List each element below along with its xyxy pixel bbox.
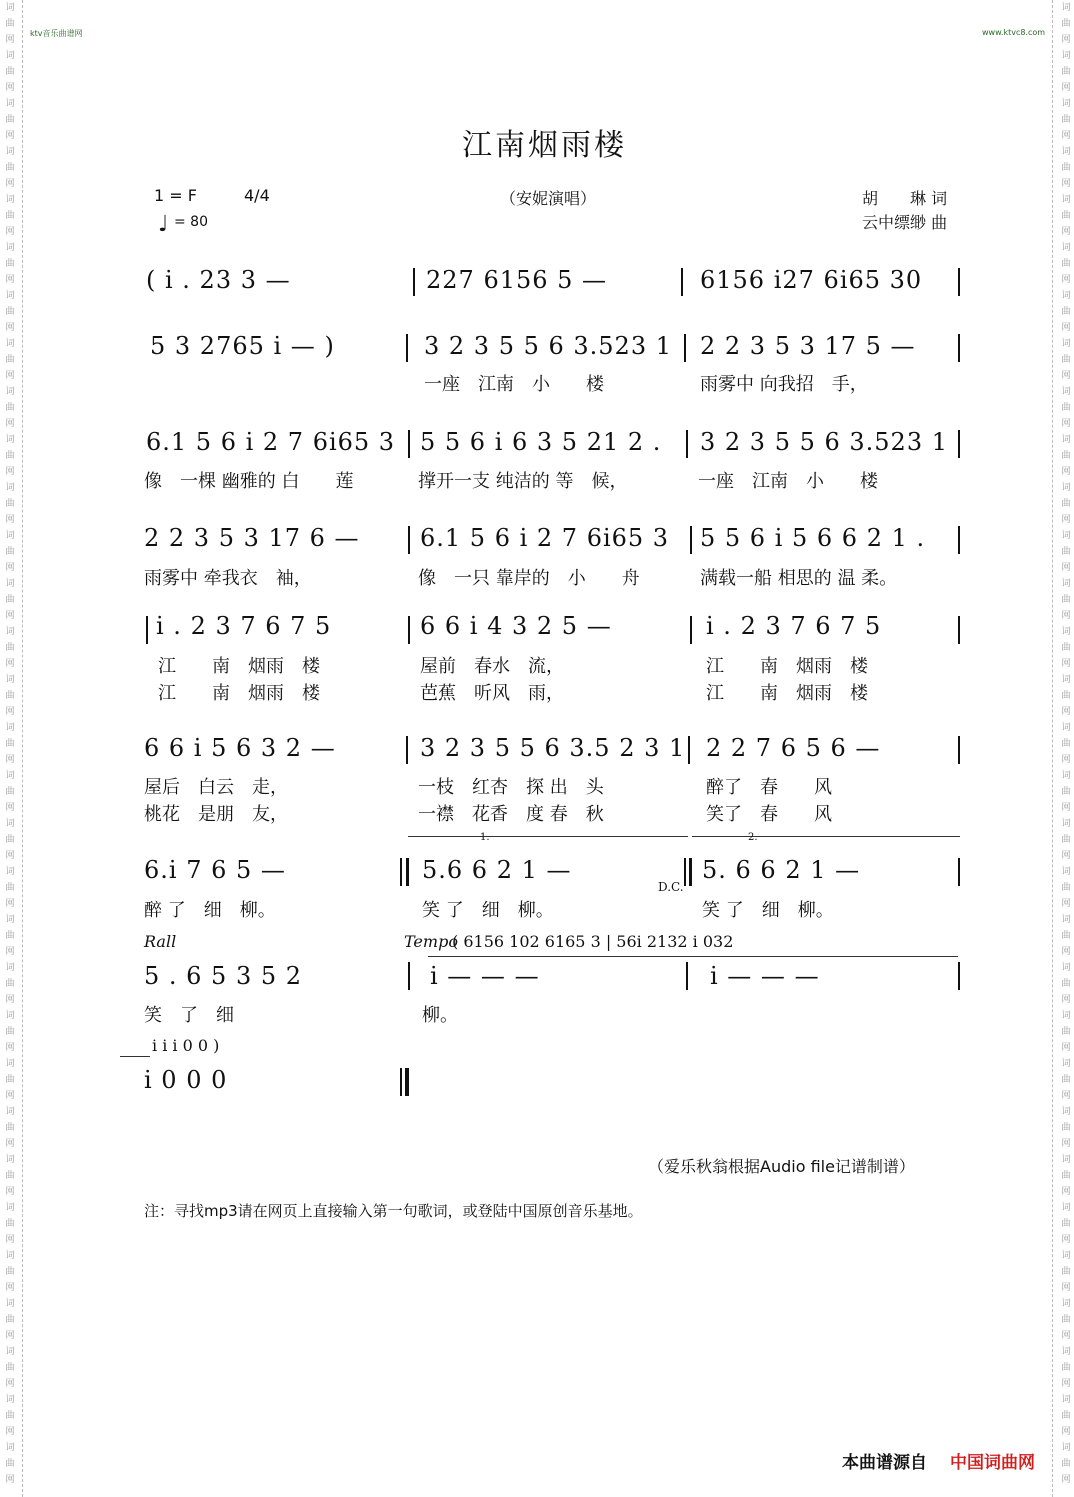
margin-char: 曲 xyxy=(5,739,15,749)
margin-char: 词 xyxy=(1061,723,1071,733)
margin-char: 词 xyxy=(1061,1299,1071,1309)
lyric-line: 像 一只 靠岸的 小 舟 xyxy=(418,568,640,589)
measure-group: i . 2 3 7 6 7 5 xyxy=(706,612,882,640)
margin-char: 词 xyxy=(5,1347,15,1357)
margin-char: 词 xyxy=(1061,1107,1071,1117)
margin-char: 词 xyxy=(1061,1011,1071,1021)
margin-char: 曲 xyxy=(5,1459,15,1469)
margin-char: 网 xyxy=(5,659,15,669)
margin-char: 曲 xyxy=(1061,403,1071,413)
margin-char: 网 xyxy=(5,1379,15,1389)
margin-char: 网 xyxy=(1061,1091,1071,1101)
margin-char: 曲 xyxy=(5,595,15,605)
margin-char: 网 xyxy=(1061,179,1071,189)
margin-char: 词 xyxy=(1061,243,1071,253)
margin-char: 网 xyxy=(1061,563,1071,573)
margin-char: 网 xyxy=(1061,323,1071,333)
measure-group: i — — — xyxy=(430,962,540,990)
coda-accompaniment: i i i 0 0 ) xyxy=(152,1036,220,1055)
margin-char: 曲 xyxy=(5,1267,15,1277)
margin-char: 曲 xyxy=(1061,355,1071,365)
margin-char: 网 xyxy=(1061,467,1071,477)
header-right-link[interactable]: www.ktvc8.com xyxy=(982,28,1046,37)
barline xyxy=(408,616,410,644)
volta-2-label: 2. xyxy=(748,832,758,843)
lyric-line: 江 南 烟雨 楼 xyxy=(158,683,320,704)
margin-char: 曲 xyxy=(1061,931,1071,941)
margin-char: 词 xyxy=(1061,915,1071,925)
margin-char: 词 xyxy=(5,867,15,877)
tie-line xyxy=(428,956,958,957)
margin-char: 曲 xyxy=(1061,979,1071,989)
margin-char: 词 xyxy=(5,243,15,253)
measure-group: 6.1 5 6 i 2 7 6i65 3 xyxy=(146,428,396,456)
measure-group: ( i . 23 3 — xyxy=(146,266,291,294)
header-left-link[interactable]: ktv音乐曲谱网 xyxy=(30,29,83,38)
margin-char: 网 xyxy=(1061,1187,1071,1197)
margin-char: 曲 xyxy=(5,691,15,701)
margin-char: 曲 xyxy=(5,115,15,125)
margin-char: 网 xyxy=(5,419,15,429)
lyric-line: 江 南 烟雨 楼 xyxy=(706,683,868,704)
transcriber-credit: （爱乐秋翁根据Audio file记谱制谱） xyxy=(648,1157,915,1176)
lyric-line: 像 一棵 幽雅的 白 莲 xyxy=(144,471,354,492)
margin-char: 词 xyxy=(5,1443,15,1453)
margin-char: 曲 xyxy=(5,1219,15,1229)
left-margin-watermark xyxy=(2,0,18,1497)
footnote: 注：寻找mp3请在网页上直接输入第一句歌词，或登陆中国原创音乐基地。 xyxy=(144,1202,643,1220)
margin-char: 词 xyxy=(5,435,15,445)
measure-group: 2 2 3 5 3 17 6 — xyxy=(144,524,360,552)
right-margin-watermark xyxy=(1058,0,1074,1497)
coda-tie xyxy=(120,1056,150,1057)
margin-char: 词 xyxy=(5,147,15,157)
barline xyxy=(406,334,408,362)
margin-char: 网 xyxy=(5,1235,15,1245)
lyric-line: 一枝 红杏 探 出 头 xyxy=(418,777,604,798)
measure-group: 5.6 6 2 1 — xyxy=(422,856,572,884)
barline xyxy=(958,962,960,990)
margin-char: 曲 xyxy=(5,835,15,845)
lyric-line: 柳。 xyxy=(422,1005,458,1026)
margin-char: 词 xyxy=(5,1203,15,1213)
measure-group: 6.i 7 6 5 — xyxy=(144,856,286,884)
margin-char: 曲 xyxy=(5,307,15,317)
margin-char: 曲 xyxy=(1061,1459,1071,1469)
measure-group: 3 2 3 5 5 6 3.523 1 xyxy=(700,428,948,456)
lyric-line: 雨雾中 向我招 手， xyxy=(700,374,868,395)
margin-char: 曲 xyxy=(1061,643,1071,653)
margin-char: 网 xyxy=(5,371,15,381)
margin-char: 曲 xyxy=(1061,19,1071,29)
margin-char: 词 xyxy=(1061,627,1071,637)
margin-char: 曲 xyxy=(5,355,15,365)
margin-char: 网 xyxy=(1061,515,1071,525)
measure-group: 5 5 6 i 6 3 5 21 2 . xyxy=(420,428,662,456)
margin-char: 词 xyxy=(5,771,15,781)
barline xyxy=(958,334,960,362)
margin-char: 词 xyxy=(1061,1251,1071,1261)
margin-char: 曲 xyxy=(5,979,15,989)
margin-char: 网 xyxy=(1061,1427,1071,1437)
margin-char: 词 xyxy=(5,723,15,733)
barline xyxy=(958,268,960,296)
margin-char: 曲 xyxy=(5,19,15,29)
margin-char: 网 xyxy=(5,467,15,477)
margin-char: 网 xyxy=(5,1283,15,1293)
margin-char: 曲 xyxy=(1061,883,1071,893)
barline xyxy=(408,430,410,458)
performer: （安妮演唱） xyxy=(500,189,597,208)
measure-group: 5. 6 6 2 1 — xyxy=(702,856,861,884)
lyric-line: 笑 了 细 柳。 xyxy=(702,900,834,921)
margin-char: 网 xyxy=(5,947,15,957)
margin-char: 曲 xyxy=(5,1075,15,1085)
margin-char: 网 xyxy=(5,563,15,573)
margin-char: 词 xyxy=(5,579,15,589)
margin-char: 网 xyxy=(1061,371,1071,381)
margin-char: 曲 xyxy=(1061,835,1071,845)
margin-char: 网 xyxy=(1061,83,1071,93)
barline xyxy=(684,334,686,362)
margin-char: 曲 xyxy=(1061,547,1071,557)
margin-char: 网 xyxy=(5,179,15,189)
margin-char: 曲 xyxy=(5,1411,15,1421)
margin-char: 曲 xyxy=(5,883,15,893)
margin-char: 网 xyxy=(1061,899,1071,909)
lyric-line: 笑 了 细 xyxy=(144,1005,234,1026)
barline xyxy=(690,616,692,644)
margin-char: 词 xyxy=(5,531,15,541)
time-signature: 4/4 xyxy=(244,186,270,205)
margin-char: 曲 xyxy=(5,787,15,797)
margin-char: 网 xyxy=(1061,1235,1071,1245)
margin-char: 词 xyxy=(5,1107,15,1117)
lyric-line: 醉 了 细 柳。 xyxy=(144,900,276,921)
margin-char: 词 xyxy=(1061,1395,1071,1405)
lyric-line: 笑 了 细 柳。 xyxy=(422,900,554,921)
margin-char: 曲 xyxy=(1061,1267,1071,1277)
lyric-line: 雨雾中 牵我衣 袖， xyxy=(144,568,312,589)
barline xyxy=(958,526,960,554)
margin-char: 网 xyxy=(5,1187,15,1197)
margin-char: 网 xyxy=(1061,1283,1071,1293)
margin-char: 网 xyxy=(1061,947,1071,957)
lyric-line: 一襟 花香 度 春 秋 xyxy=(418,804,604,825)
barline xyxy=(686,962,688,990)
lyric-line: 满载一船 相思的 温 柔。 xyxy=(700,568,898,589)
margin-char: 曲 xyxy=(5,499,15,509)
margin-char: 词 xyxy=(1061,195,1071,205)
barline xyxy=(688,736,690,764)
margin-char: 曲 xyxy=(5,451,15,461)
margin-char: 网 xyxy=(5,1091,15,1101)
margin-char: 网 xyxy=(1061,851,1071,861)
margin-char: 曲 xyxy=(1061,1027,1071,1037)
margin-char: 曲 xyxy=(5,931,15,941)
volta-1-label: 1. xyxy=(480,832,490,843)
margin-char: 曲 xyxy=(1061,115,1071,125)
margin-char: 网 xyxy=(1061,1475,1071,1485)
barline xyxy=(686,430,688,458)
margin-char: 网 xyxy=(1061,755,1071,765)
margin-char: 曲 xyxy=(1061,595,1071,605)
margin-char: 曲 xyxy=(1061,1363,1071,1373)
margin-char: 词 xyxy=(1061,435,1071,445)
barline xyxy=(958,736,960,764)
margin-char: 网 xyxy=(5,995,15,1005)
lyric-line: 醉了 春 风 xyxy=(706,777,832,798)
margin-char: 曲 xyxy=(1061,211,1071,221)
margin-char: 网 xyxy=(5,899,15,909)
margin-char: 网 xyxy=(5,1139,15,1149)
measure-group: 6 6 i 5 6 3 2 — xyxy=(144,734,336,762)
margin-char: 网 xyxy=(5,803,15,813)
instrumental-line: ( 6156 102 6165 3 | 56i 2132 i 032 xyxy=(452,932,734,951)
right-edge-line xyxy=(1052,0,1053,1497)
margin-char: 网 xyxy=(5,275,15,285)
margin-char: 曲 xyxy=(5,1315,15,1325)
margin-char: 词 xyxy=(5,675,15,685)
lyric-line: 一座 江南 小 楼 xyxy=(424,374,604,395)
margin-char: 网 xyxy=(5,323,15,333)
margin-char: 词 xyxy=(1061,1059,1071,1069)
lyric-line: 一座 江南 小 楼 xyxy=(698,471,878,492)
margin-char: 曲 xyxy=(1061,307,1071,317)
margin-char: 网 xyxy=(1061,707,1071,717)
barline xyxy=(413,268,415,296)
final-barline-thick xyxy=(405,1068,409,1096)
margin-char: 网 xyxy=(1061,1331,1071,1341)
left-edge-line xyxy=(22,0,23,1497)
margin-char: 词 xyxy=(1061,1347,1071,1357)
margin-char: 词 xyxy=(5,1155,15,1165)
barline xyxy=(684,858,686,886)
measure-group: 2 2 3 5 3 17 5 — xyxy=(700,332,916,360)
margin-char: 词 xyxy=(1061,1443,1071,1453)
margin-char: 曲 xyxy=(1061,1075,1071,1085)
margin-char: 网 xyxy=(1061,1139,1071,1149)
measure-group: 3 2 3 5 5 6 3.5 2 3 1 xyxy=(420,734,686,762)
measure-group: 3 2 3 5 5 6 3.523 1 xyxy=(424,332,672,360)
margin-char: 词 xyxy=(1061,483,1071,493)
margin-char: 曲 xyxy=(5,643,15,653)
lyric-line: 屋后 白云 走， xyxy=(144,777,288,798)
margin-char: 曲 xyxy=(1061,1171,1071,1181)
margin-char: 曲 xyxy=(1061,691,1071,701)
margin-char: 词 xyxy=(5,291,15,301)
margin-char: 曲 xyxy=(1061,451,1071,461)
margin-char: 网 xyxy=(5,1331,15,1341)
margin-char: 曲 xyxy=(5,547,15,557)
margin-char: 词 xyxy=(1061,867,1071,877)
quarter-note-icon: ♩ xyxy=(158,212,169,237)
barline-thick xyxy=(689,858,692,886)
margin-char: 词 xyxy=(5,819,15,829)
margin-char: 词 xyxy=(5,915,15,925)
margin-char: 曲 xyxy=(5,1171,15,1181)
margin-char: 词 xyxy=(5,339,15,349)
margin-char: 网 xyxy=(1061,131,1071,141)
margin-char: 词 xyxy=(5,1251,15,1261)
dc-mark: D.C. xyxy=(658,880,684,894)
margin-char: 词 xyxy=(1061,387,1071,397)
margin-char: 网 xyxy=(1061,1043,1071,1053)
margin-char: 网 xyxy=(5,755,15,765)
measure-group: 5 . 6 5 3 5 2 xyxy=(144,962,303,990)
margin-char: 网 xyxy=(5,35,15,45)
margin-char: 曲 xyxy=(1061,787,1071,797)
lyric-line: 撑开一支 纯洁的 等 候， xyxy=(418,471,628,492)
barline xyxy=(690,526,692,554)
lyric-line: 屋前 春水 流， xyxy=(420,656,564,677)
measure-group: i . 2 3 7 6 7 5 xyxy=(156,612,332,640)
margin-char: 网 xyxy=(1061,611,1071,621)
margin-char: 网 xyxy=(1061,419,1071,429)
margin-char: 曲 xyxy=(1061,739,1071,749)
margin-char: 网 xyxy=(5,83,15,93)
margin-char: 曲 xyxy=(5,67,15,77)
barline xyxy=(681,268,683,296)
margin-char: 词 xyxy=(5,1395,15,1405)
margin-char: 词 xyxy=(1061,3,1071,13)
margin-char: 曲 xyxy=(5,211,15,221)
margin-char: 词 xyxy=(1061,963,1071,973)
margin-char: 词 xyxy=(5,627,15,637)
margin-char: 曲 xyxy=(5,1123,15,1133)
margin-char: 曲 xyxy=(5,1027,15,1037)
lyric-line: 芭蕉 听风 雨， xyxy=(420,683,564,704)
margin-char: 网 xyxy=(5,227,15,237)
barline xyxy=(958,616,960,644)
margin-char: 网 xyxy=(5,131,15,141)
measure-group: 6156 i27 6i65 30 xyxy=(700,266,923,294)
final-barline xyxy=(400,1068,402,1096)
margin-char: 网 xyxy=(1061,995,1071,1005)
margin-char: 词 xyxy=(1061,1155,1071,1165)
lyric-line: 桃花 是朋 友， xyxy=(144,804,288,825)
margin-char: 词 xyxy=(5,963,15,973)
lyric-line: 笑了 春 风 xyxy=(706,804,832,825)
margin-char: 词 xyxy=(5,195,15,205)
barline xyxy=(408,962,410,990)
lyric-line: 江 南 烟雨 楼 xyxy=(706,656,868,677)
measure-group: 2 2 7 6 5 6 — xyxy=(706,734,881,762)
margin-char: 词 xyxy=(5,1059,15,1069)
margin-char: 词 xyxy=(1061,1203,1071,1213)
volta-2-bracket xyxy=(692,836,960,847)
margin-char: 词 xyxy=(5,1011,15,1021)
margin-char: 词 xyxy=(1061,819,1071,829)
barline xyxy=(408,526,410,554)
margin-char: 网 xyxy=(1061,35,1071,45)
margin-char: 词 xyxy=(5,99,15,109)
margin-char: 曲 xyxy=(5,403,15,413)
key-signature: 1 = F xyxy=(154,186,197,205)
margin-char: 曲 xyxy=(1061,1315,1071,1325)
margin-char: 词 xyxy=(5,1299,15,1309)
margin-char: 词 xyxy=(5,51,15,61)
tempo-mark: = 80 xyxy=(174,214,208,230)
margin-char: 网 xyxy=(5,1475,15,1485)
margin-char: 曲 xyxy=(1061,163,1071,173)
margin-char: 词 xyxy=(5,387,15,397)
footer-site-link[interactable]: 中国词曲网 xyxy=(950,1453,1035,1473)
margin-char: 网 xyxy=(1061,227,1071,237)
barline xyxy=(958,430,960,458)
repeat-end-barline xyxy=(400,858,402,886)
barline xyxy=(958,858,960,886)
rall-mark: Rall xyxy=(144,932,177,951)
margin-char: 曲 xyxy=(5,1363,15,1373)
margin-char: 网 xyxy=(5,611,15,621)
margin-char: 词 xyxy=(5,483,15,493)
margin-char: 词 xyxy=(1061,147,1071,157)
repeat-start-barline xyxy=(146,616,148,644)
margin-char: 网 xyxy=(5,515,15,525)
lyric-line: 江 南 烟雨 楼 xyxy=(158,656,320,677)
margin-char: 曲 xyxy=(1061,1219,1071,1229)
measure-group: 5 3 2765 i — ) xyxy=(150,332,335,360)
margin-char: 词 xyxy=(1061,51,1071,61)
margin-char: 词 xyxy=(1061,531,1071,541)
measure-group: 227 6156 5 — xyxy=(426,266,608,294)
margin-char: 曲 xyxy=(1061,259,1071,269)
margin-char: 曲 xyxy=(1061,499,1071,509)
measure-group: 5 5 6 i 5 6 6 2 1 . xyxy=(700,524,926,552)
margin-char: 网 xyxy=(1061,803,1071,813)
lyricist: 胡 琳 词 xyxy=(862,189,948,208)
coda-measure: i 0 0 0 xyxy=(144,1066,228,1094)
margin-char: 网 xyxy=(5,851,15,861)
margin-char: 曲 xyxy=(1061,67,1071,77)
margin-char: 词 xyxy=(5,3,15,13)
song-title: 江南烟雨楼 xyxy=(462,128,627,163)
measure-group: 6.1 5 6 i 2 7 6i65 3 xyxy=(420,524,670,552)
margin-char: 词 xyxy=(1061,771,1071,781)
margin-char: 网 xyxy=(1061,659,1071,669)
barline xyxy=(406,736,408,764)
margin-char: 网 xyxy=(5,707,15,717)
margin-char: 词 xyxy=(1061,675,1071,685)
margin-char: 曲 xyxy=(5,163,15,173)
volta-1-bracket xyxy=(408,836,688,847)
margin-char: 曲 xyxy=(1061,1123,1071,1133)
tempo-return-mark: Tempo xyxy=(404,932,458,951)
margin-char: 曲 xyxy=(1061,1411,1071,1421)
margin-char: 词 xyxy=(1061,579,1071,589)
composer: 云中缥缈 曲 xyxy=(862,213,948,232)
margin-char: 词 xyxy=(1061,339,1071,349)
measure-group: 6 6 i 4 3 2 5 — xyxy=(420,612,612,640)
repeat-end-barline-thick xyxy=(406,858,409,886)
margin-char: 网 xyxy=(1061,275,1071,285)
margin-char: 词 xyxy=(1061,99,1071,109)
measure-group: i — — — xyxy=(710,962,820,990)
margin-char: 网 xyxy=(5,1043,15,1053)
margin-char: 曲 xyxy=(5,259,15,269)
margin-char: 网 xyxy=(5,1427,15,1437)
margin-char: 词 xyxy=(1061,291,1071,301)
footer-source-label: 本曲谱源自 xyxy=(842,1453,927,1473)
margin-char: 网 xyxy=(1061,1379,1071,1389)
